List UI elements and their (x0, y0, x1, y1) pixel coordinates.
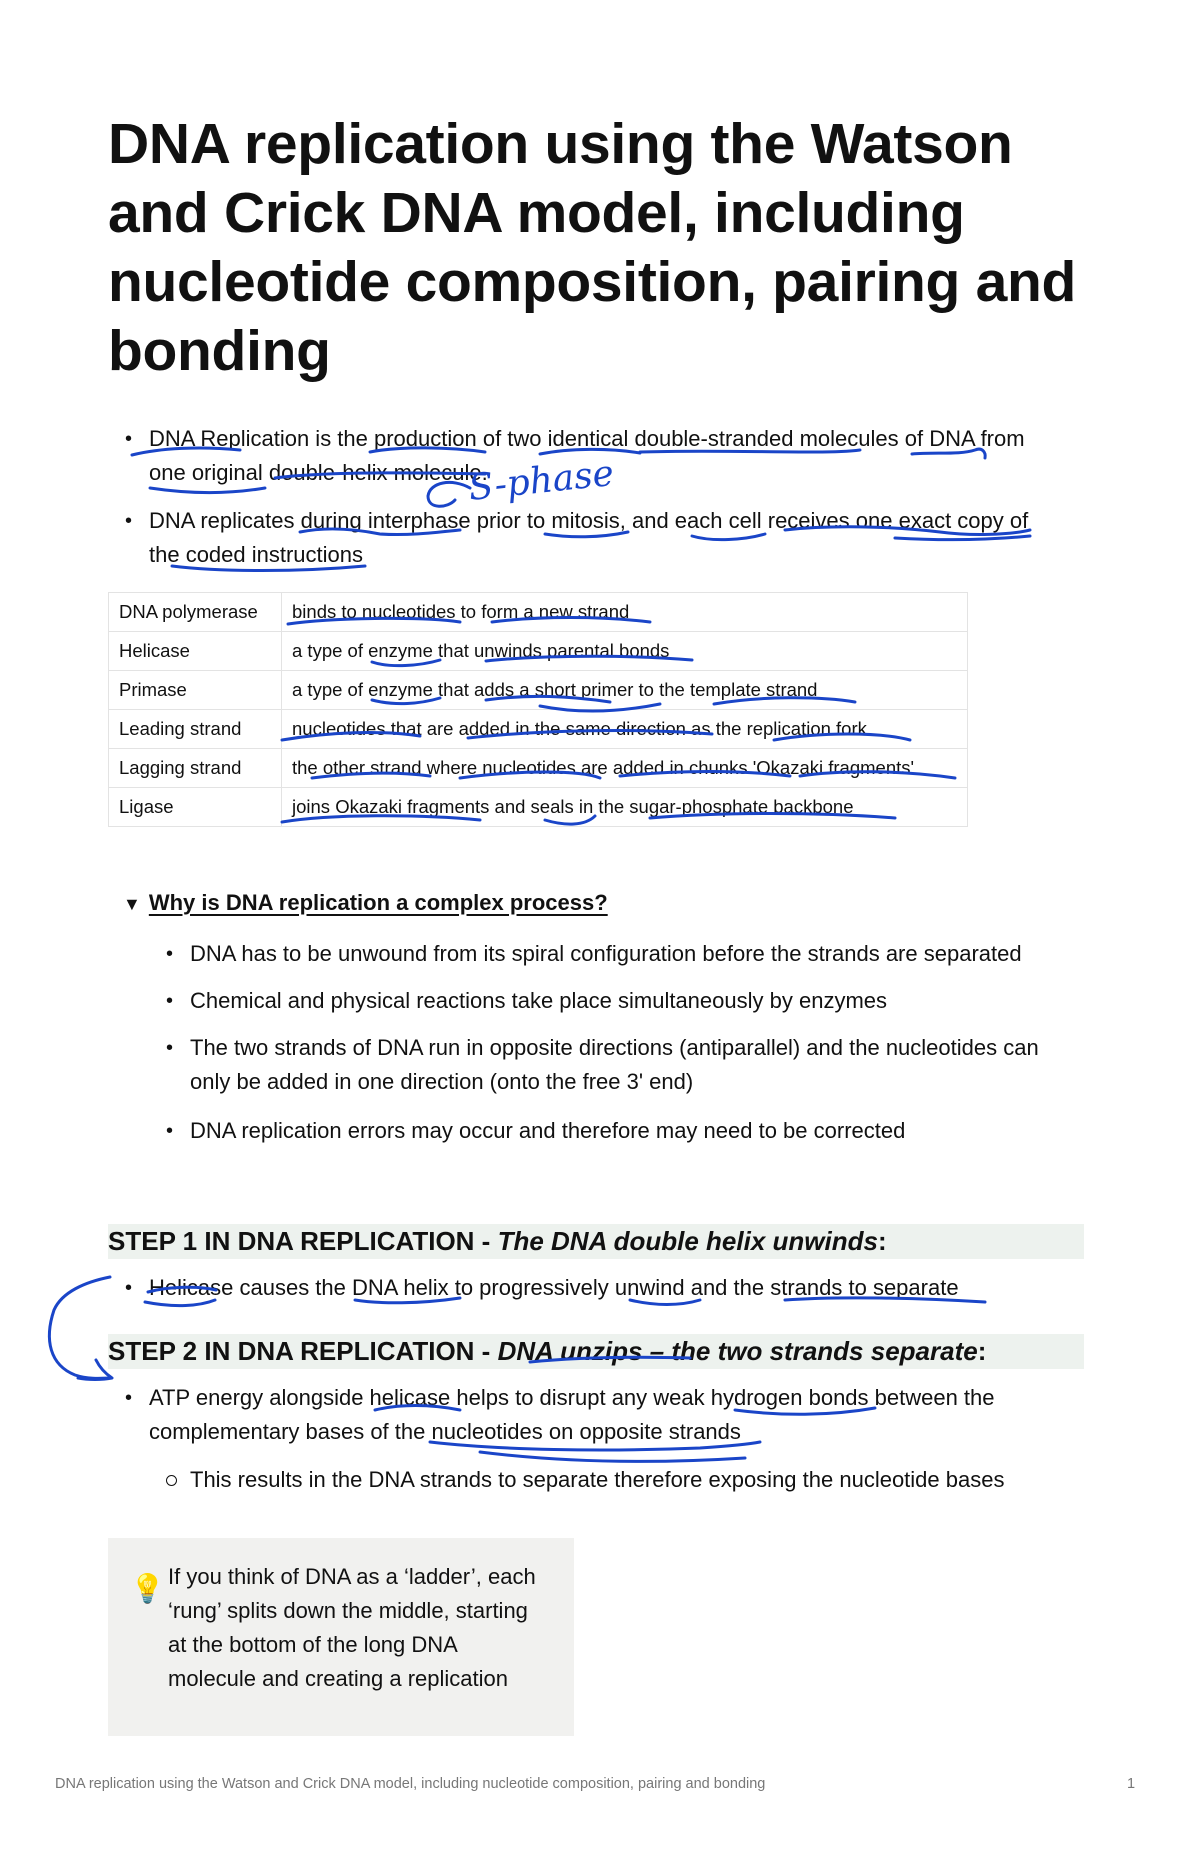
step-2-heading (108, 1334, 1084, 1369)
toggle-heading[interactable] (123, 890, 608, 916)
bullet-text: DNA has to be unwound from its spiral configuration before the strands are separated (190, 941, 1022, 966)
term-cell: DNA polymerase (109, 593, 282, 632)
definitions-table (108, 592, 968, 827)
callout-box (108, 1538, 574, 1736)
step-heading-suffix: : (877, 1226, 887, 1256)
step-heading-prefix: STEP 2 IN DNA REPLICATION - (108, 1336, 498, 1366)
term-cell: Lagging strand (109, 749, 282, 788)
bullet-icon: • (166, 1037, 174, 1059)
step-1-heading (108, 1224, 1084, 1259)
term-cell: Ligase (109, 788, 282, 827)
bullet-text: Chemical and physical reactions take place simultaneously by enzymes (190, 988, 888, 1013)
definition-cell: a type of enzyme that adds a short primer to the template strand (282, 671, 968, 710)
bullet-icon: • (125, 1277, 133, 1299)
table-row (109, 749, 968, 788)
list-item (125, 1271, 1064, 1305)
step-heading-italic: The DNA double helix unwinds (497, 1226, 878, 1256)
table-row (109, 671, 968, 710)
definition-cell: nucleotides that are added in the same direction as the replication fork (282, 710, 968, 749)
definition-cell: a type of enzyme that unwinds parental bonds (282, 632, 968, 671)
toggle-triangle-icon[interactable]: ▼ (123, 894, 141, 914)
bullet-icon: • (166, 990, 174, 1012)
bullet-icon: • (166, 943, 174, 965)
definition-cell: the other strand where nucleotides are added in chunks 'Okazaki fragments' (282, 749, 968, 788)
bullet-text: ATP energy alongside helicase helps to disrupt any weak hydrogen bonds between the complementary bases of the nucleotides on opposite strands (149, 1385, 995, 1444)
bullet-text: The two strands of DNA run in opposite directions (antiparallel) and the nucleotides can only be added in one direction (onto the free 3' end) (190, 1035, 1039, 1094)
bullet-text: DNA replicates during interphase prior to mitosis, and each cell receives one exact copy of the coded instructions (149, 508, 1029, 567)
list-item (125, 422, 1064, 490)
step-heading-suffix: : (977, 1336, 987, 1366)
page-title: DNA replication using the Watson and Crick DNA model, including nucleotide composition, pairing and bonding (108, 112, 1077, 383)
list-item (125, 1381, 1064, 1449)
footer-page-number: 1 (1127, 1776, 1136, 1792)
ink-underline (480, 1452, 745, 1461)
bullet-text: DNA replication errors may occur and therefore may need to be corrected (190, 1118, 906, 1143)
ink-curved-arrow (49, 1277, 110, 1378)
footer-title: DNA replication using the Watson and Crick DNA model, including nucleotide composition, pairing and bonding (55, 1776, 766, 1792)
bullet-text: This results in the DNA strands to separate therefore exposing the nucleotide bases (190, 1467, 1005, 1492)
list-item (125, 504, 1064, 572)
table-row (109, 788, 968, 827)
step-heading-prefix: STEP 1 IN DNA REPLICATION - (108, 1226, 498, 1256)
bullet-text: Helicase causes the DNA helix to progressively unwind and the strands to separate (149, 1275, 959, 1300)
term-cell: Primase (109, 671, 282, 710)
bullet-icon: • (166, 1120, 174, 1142)
toggle-heading-text: Why is DNA replication a complex process? (148, 890, 608, 915)
list-item (166, 984, 1080, 1018)
definition-cell: binds to nucleotides to form a new strand (282, 593, 968, 632)
list-item (166, 1031, 1080, 1099)
list-item (166, 937, 1080, 971)
bullet-icon: • (125, 428, 133, 450)
term-cell: Helicase (109, 632, 282, 671)
bullet-text: DNA Replication is the production of two identical double-stranded molecules of DNA from one original double-helix molecule. (149, 426, 1025, 485)
hollow-bullet-icon (166, 1475, 177, 1486)
sub-list-item (190, 1463, 1080, 1497)
table-row (109, 710, 968, 749)
lightbulb-icon: 💡 (130, 1572, 165, 1605)
ink-arrow-head (78, 1360, 112, 1380)
handwritten-s-phase-note: S-phase (466, 452, 616, 509)
table-row (109, 593, 968, 632)
list-item (166, 1114, 1080, 1148)
step-heading-italic: DNA unzips – the two strands separate (497, 1336, 978, 1366)
term-cell: Leading strand (109, 710, 282, 749)
callout-text: If you think of DNA as a ‘ladder’, each ‘rung’ splits down the middle, starting at the bottom of the long DNA molecule and creating a replication (168, 1564, 536, 1691)
definition-cell: joins Okazaki fragments and seals in the sugar-phosphate backbone (282, 788, 968, 827)
bullet-icon: • (125, 1387, 133, 1409)
table-row (109, 632, 968, 671)
bullet-icon: • (125, 510, 133, 532)
